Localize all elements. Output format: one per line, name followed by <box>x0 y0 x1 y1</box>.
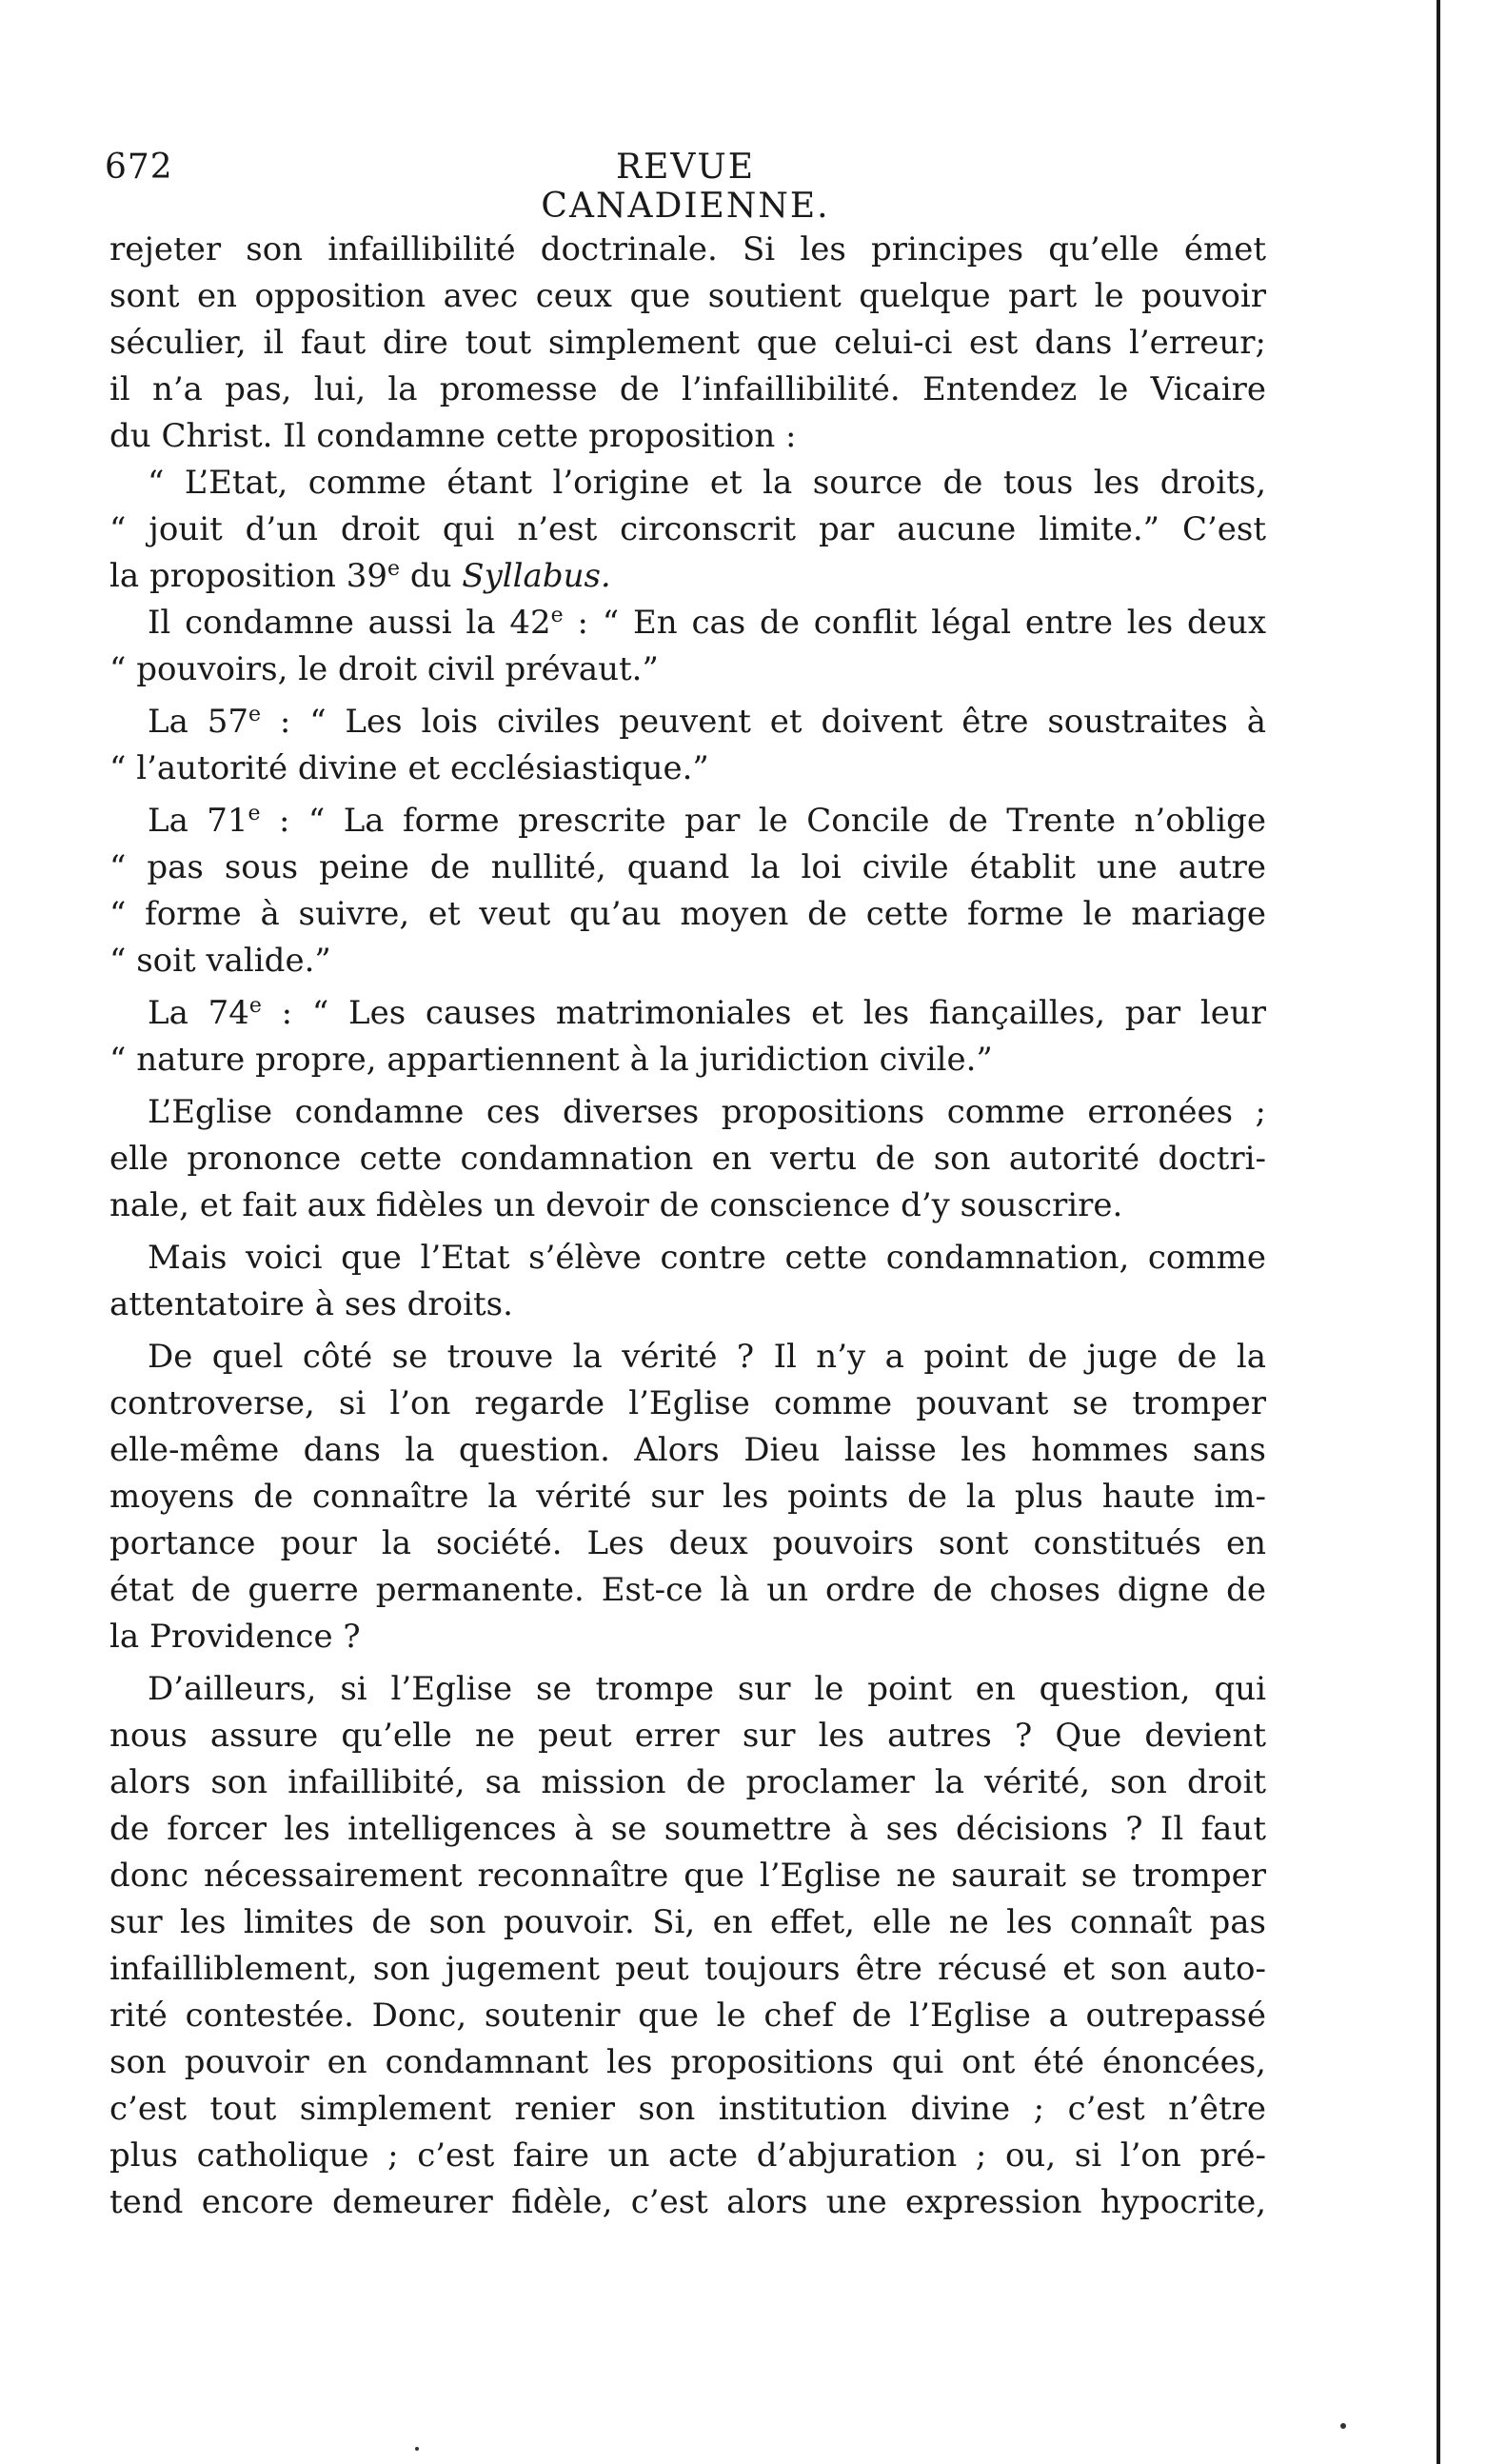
text-line: infailliblement, son jugement peut toujours être récusé et son auto- <box>109 1950 1266 1988</box>
page-number: 672 <box>105 148 173 187</box>
text-line: “ jouit d’un droit qui n’est circonscrit par aucune limite.” C’est <box>109 510 1266 548</box>
ordinal-superscript: e <box>386 557 401 581</box>
line-segment: La 57 <box>148 703 248 741</box>
text-line: attentatoire à ses droits. <box>109 1285 513 1323</box>
text-line: “ L’Etat, comme étant l’origine et la source de tous les droits, <box>148 464 1266 502</box>
text-line: portance pour la société. Les deux pouvoirs sont constitués en <box>109 1524 1266 1562</box>
text-line: la Providence ? <box>109 1618 361 1656</box>
text-line <box>109 798 1266 845</box>
line-segment: : “ Les lois civiles peuvent et doivent être soustraites à <box>261 703 1267 741</box>
print-speck <box>415 2447 419 2451</box>
text-line: nous assure qu’elle ne peut errer sur les autres ? Que devient <box>109 1717 1266 1755</box>
text-line: “ nature propre, appartiennent à la juridiction civile.” <box>109 1041 993 1079</box>
text-line: du Christ. Il condamne cette proposition : <box>109 417 797 455</box>
ordinal-superscript: e <box>248 703 262 726</box>
text-line: L’Eglise condamne ces diverses propositions comme erronées ; <box>148 1093 1266 1131</box>
text-line: D’ailleurs, si l’Eglise se trompe sur le point en question, qui <box>148 1670 1266 1708</box>
line-segment: : “ La forme prescrite par le Concile de Trente n’oblige <box>260 802 1266 840</box>
print-speck <box>1340 2423 1346 2429</box>
text-line: tend encore demeurer fidèle, c’est alors une expression hypocrite, <box>109 2183 1266 2221</box>
text-line: il n’a pas, lui, la promesse de l’infaillibilité. Entendez le Vicaire <box>109 370 1266 408</box>
text-line: de forcer les intelligences à se soumettre à ses décisions ? Il faut <box>109 1810 1266 1848</box>
text-line: c’est tout simplement renier son institution divine ; c’est n’être <box>109 2090 1266 2128</box>
text-line <box>109 990 1266 1037</box>
body-text <box>109 227 1266 2226</box>
line-segment: La 71 <box>148 802 248 840</box>
text-line: controverse, si l’on regarde l’Eglise comme pouvant se tromper <box>109 1384 1266 1422</box>
text-line: Mais voici que l’Etat s’élève contre cette condamnation, comme <box>148 1239 1266 1277</box>
line-segment: : “ Les causes matrimoniales et les fiançailles, par leur <box>261 994 1266 1032</box>
text-line: rejeter son infaillibilité doctrinale. Si les principes qu’elle émet <box>109 230 1266 268</box>
text-line <box>109 553 1266 600</box>
line-segment: Il condamne aussi la 42 <box>148 604 551 642</box>
line-segment: la proposition 39 <box>109 557 387 595</box>
text-line: alors son infaillibité, sa mission de proclamer la vérité, son droit <box>109 1763 1266 1801</box>
text-line: “ pouvoirs, le droit civil prévaut.” <box>109 650 659 688</box>
text-line: sont en opposition avec ceux que soutient quelque part le pouvoir <box>109 277 1266 315</box>
text-line: moyens de connaître la vérité sur les points de la plus haute im- <box>109 1478 1266 1516</box>
text-line: sur les limites de son pouvoir. Si, en effet, elle ne les connaît pas <box>109 1903 1266 1941</box>
text-line: “ pas sous peine de nullité, quand la loi civile établit une autre <box>109 848 1266 886</box>
text-line: donc nécessairement reconnaître que l’Eglise ne saurait se tromper <box>109 1857 1266 1895</box>
ordinal-superscript: e <box>550 604 564 627</box>
text-line: De quel côté se trouve la vérité ? Il n’y a point de juge de la <box>148 1338 1266 1376</box>
text-line: elle-même dans la question. Alors Dieu laisse les hommes sans <box>109 1431 1266 1469</box>
ordinal-superscript: e <box>248 994 262 1018</box>
line-segment: La 74 <box>148 994 249 1032</box>
text-line: rité contestée. Donc, soutenir que le chef de l’Eglise a outrepassé <box>109 1997 1266 2035</box>
text-line: “ forme à suivre, et veut qu’au moyen de cette forme le mariage <box>109 895 1266 933</box>
text-line: séculier, il faut dire tout simplement que celui-ci est dans l’erreur; <box>109 324 1266 362</box>
text-line: “ l’autorité divine et ecclésiastique.” <box>109 749 709 787</box>
italic-title: Syllabus. <box>462 557 611 595</box>
text-line <box>109 699 1266 745</box>
ordinal-superscript: e <box>248 802 261 825</box>
text-line: plus catholique ; c’est faire un acte d’abjuration ; ou, si l’on pré- <box>109 2136 1266 2175</box>
text-line: nale, et fait aux fidèles un devoir de conscience d’y souscrire. <box>109 1186 1123 1224</box>
text-line: son pouvoir en condamnant les propositions qui ont été énoncées, <box>109 2043 1266 2081</box>
text-line <box>109 600 1266 646</box>
page-header <box>105 148 1266 226</box>
text-line: elle prononce cette condamnation en vertu de son autorité doctri- <box>109 1140 1266 1178</box>
line-segment: : “ En cas de conflit légal entre les deux <box>563 604 1266 642</box>
running-title: REVUE CANADIENNE. <box>541 148 830 226</box>
page-edge-rule <box>1437 0 1440 2464</box>
text-line: état de guerre permanente. Est-ce là un ordre de choses digne de <box>109 1571 1266 1609</box>
line-segment: du <box>400 557 463 595</box>
text-line: “ soit valide.” <box>109 942 331 980</box>
